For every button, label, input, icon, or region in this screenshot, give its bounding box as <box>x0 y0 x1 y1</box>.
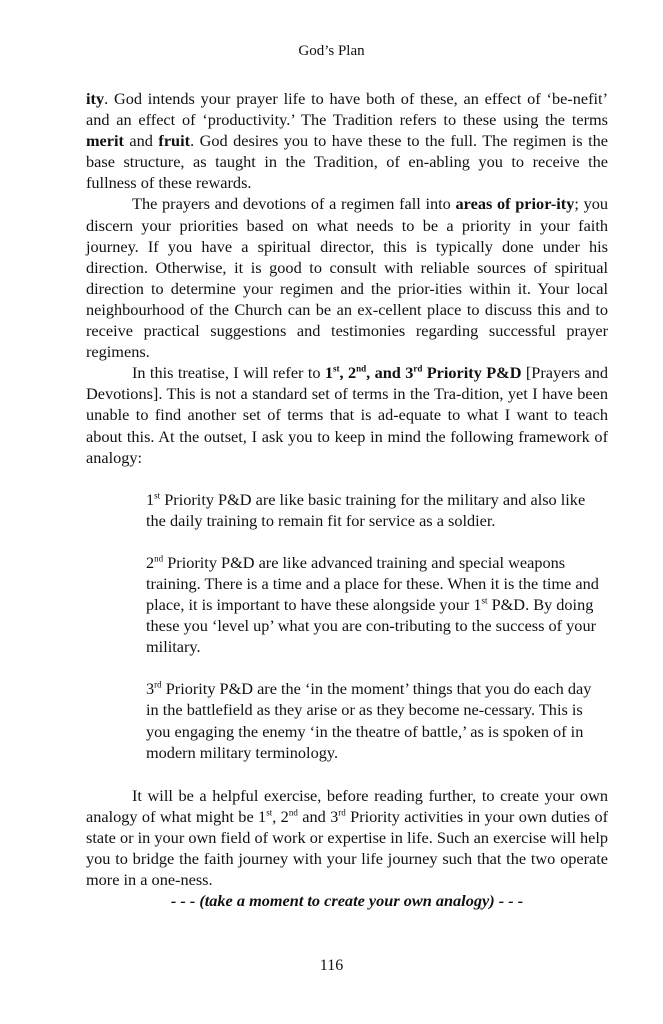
exercise-note: - - - (take a moment to create your own analogy) - - - <box>170 891 524 911</box>
page-number: 116 <box>319 957 344 974</box>
framework-item-2: 2nd Priority P&D are like advanced training and special weapons training. There is a time and a place for these. When it is the time and place, it is important to have these alongside your 1st P&D. By doing these you ‘level up’ what you are con-tributing to the success of your military. <box>146 552 599 657</box>
paragraph-1: ity. God intends your prayer life to have both of these, an effect of ‘be-nefit’ and an effect of ‘productivity.’ The Tradition refers to these using the terms merit and fruit. God desires you to have these to the full. The regimen is the base structure, as taught in the Tradition, of en-abling you to receive the fullness of these rewards. <box>86 89 608 193</box>
framework-item-1: 1st Priority P&D are like basic training for the military and also like the daily training to remain fit for service as a soldier. <box>146 489 586 530</box>
body-text <box>86 88 608 911</box>
paragraph-4: It will be a helpful exercise, before reading further, to create your own analogy of what might be 1st, 2nd and 3rd Priority activities in your own duties of state or in your own field of work or expertise in life. Such an exercise will help you to bridge the faith journey with your life journey such that the two operate more in a one-ness. <box>86 785 609 890</box>
paragraph-2: The prayers and devotions of a regimen fall into areas of prior-ity; you discern your priorities based on what needs to be a priority in your faith journey. If you have a spiritual director, this is typically done under his direction. Otherwise, it is good to consult with reliable sources of spiritual direction to determine your regimen and the prior-ities within it. Your local neighbourhood of the Church can be an ex-cellent place to discuss this and to receive practical suggestions and testimonies regarding successful prayer regimens. <box>86 194 608 362</box>
paragraph-3: In this treatise, I will refer to 1st, 2nd, and 3rd Priority P&D [Prayers and Devotions]. This is not a standard set of terms in the Tra-dition, yet I have been unable to find another set of terms that is ad-equate to what I want to teach about this. At the outset, I ask you to keep in mind the following framework of analogy: <box>86 363 608 467</box>
running-header: God’s Plan <box>298 43 365 59</box>
framework-item-3: 3rd Priority P&D are the ‘in the moment’ things that you do each day in the battlefield as they arise or as they become ne-cessary. This is you engaging the enemy ‘in the theatre of battle,’ as is spoken of in modern military terminology. <box>146 679 592 762</box>
